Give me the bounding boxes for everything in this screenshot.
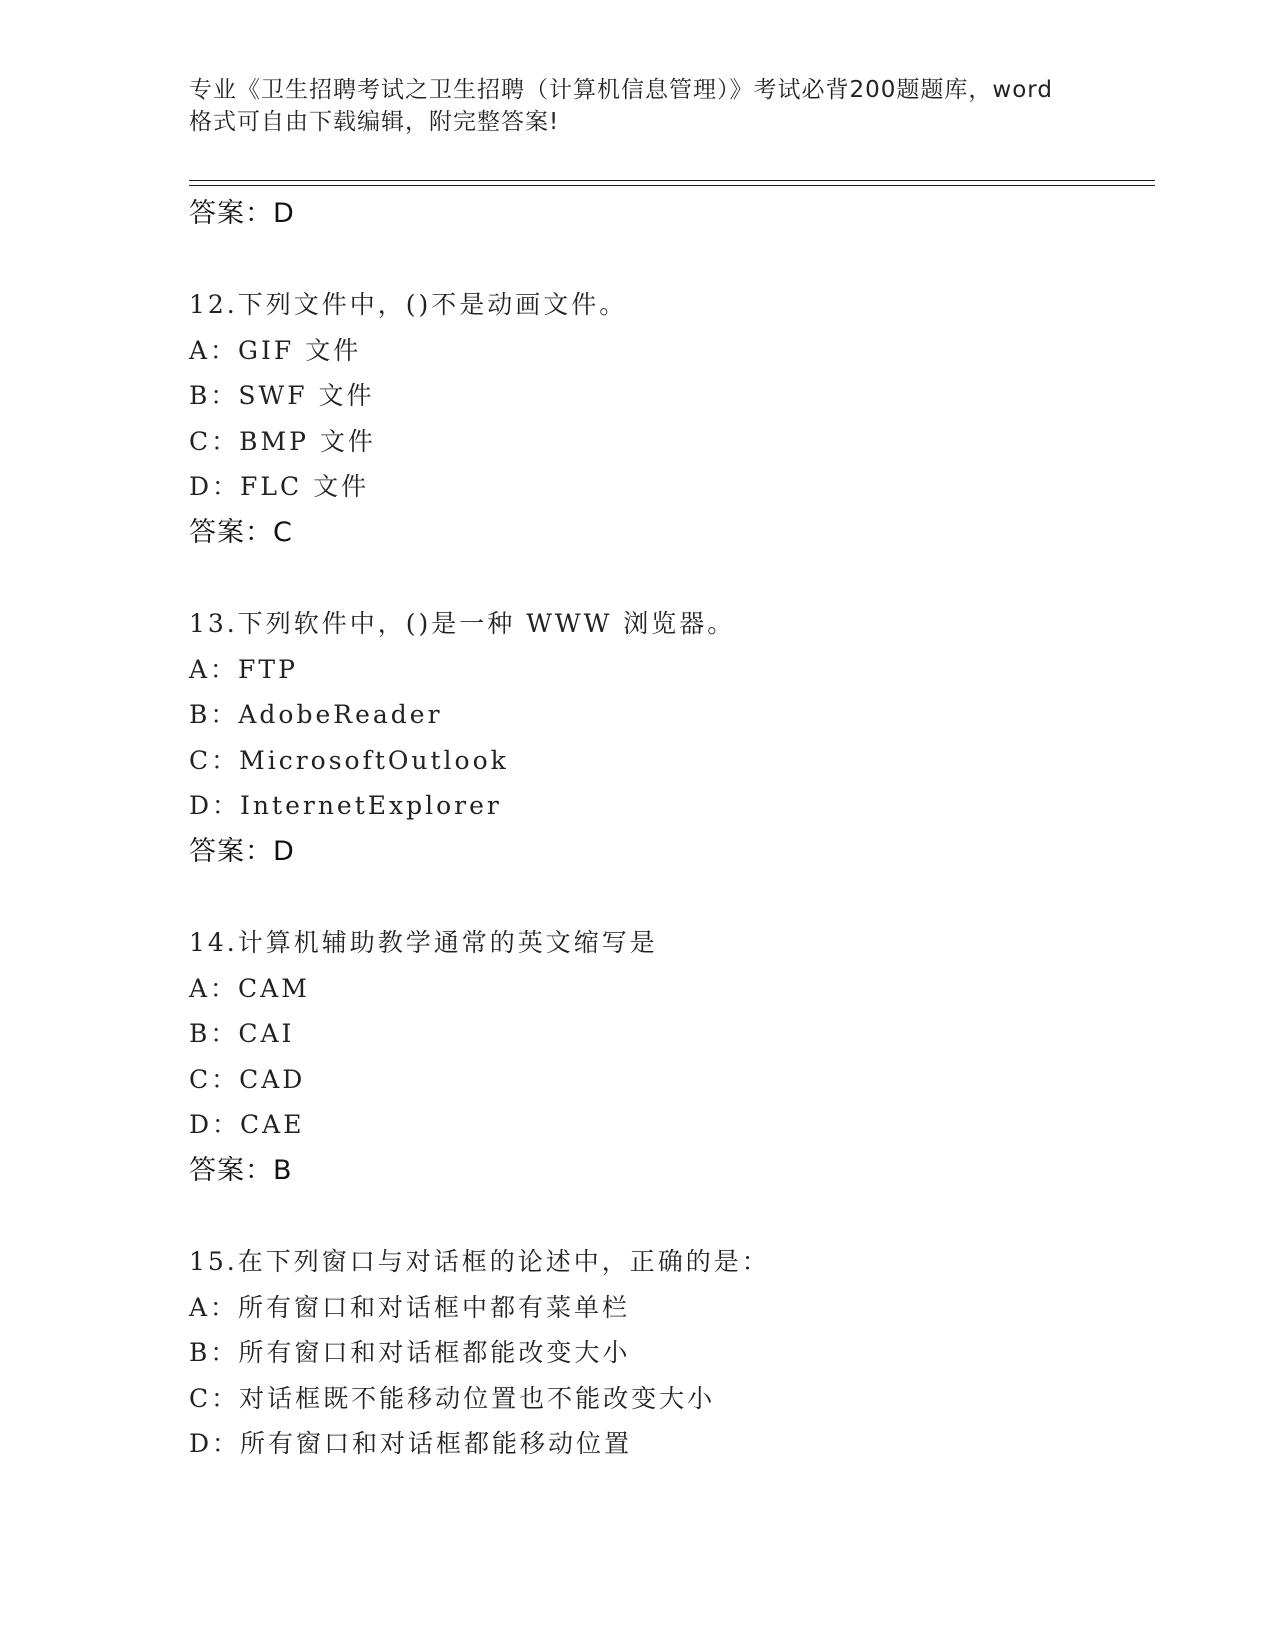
question-title: 15.在下列窗口与对话框的论述中，正确的是： [189, 1246, 770, 1276]
header-divider-top [189, 180, 1155, 181]
option-a: A：所有窗口和对话框中都有菜单栏 [189, 1292, 631, 1322]
option-c: C：对话框既不能移动位置也不能改变大小 [189, 1383, 716, 1413]
option-a: A：GIF 文件 [189, 335, 362, 365]
answer-line: 答案：B [189, 1154, 293, 1186]
question-title: 12.下列文件中，()不是动画文件。 [189, 290, 628, 319]
option-b: B：所有窗口和对话框都能改变大小 [189, 1338, 631, 1368]
question-12 [189, 282, 1155, 555]
option-c: C：MicrosoftOutlook [189, 745, 509, 775]
question-13 [189, 601, 1155, 874]
option-c: C：CAD [189, 1064, 306, 1094]
question-list [189, 191, 1155, 1467]
document-header [189, 74, 1089, 138]
option-a: A：FTP [189, 654, 298, 684]
header-line-1: 专业《卫生招聘考试之卫生招聘（计算机信息管理）》考试必背200题题库，word [189, 77, 1053, 103]
option-b: B：SWF 文件 [189, 381, 375, 411]
option-b: B：AdobeReader [189, 700, 443, 730]
header-line-2: 格式可自由下载编辑，附完整答案! [189, 109, 560, 135]
question-title: 14.计算机辅助教学通常的英文缩写是 [189, 927, 658, 957]
question-14 [189, 920, 1155, 1193]
option-d: D：InternetExplorer [189, 791, 502, 821]
answer-line: 答案：D [189, 835, 295, 867]
option-a: A：CAM [189, 973, 310, 1003]
question-15 [189, 1239, 1155, 1467]
option-d: D：FLC 文件 [189, 472, 370, 502]
question-title: 13.下列软件中，()是一种 WWW 浏览器。 [189, 608, 736, 638]
option-b: B：CAI [189, 1019, 295, 1049]
option-d: D：CAE [189, 1110, 305, 1140]
answer-line-prev: 答案：D [189, 198, 295, 229]
header-divider-bottom [189, 185, 1155, 186]
option-c: C：BMP 文件 [189, 426, 376, 456]
option-d: D：所有窗口和对话框都能移动位置 [189, 1429, 633, 1459]
answer-line: 答案：C [189, 516, 293, 548]
